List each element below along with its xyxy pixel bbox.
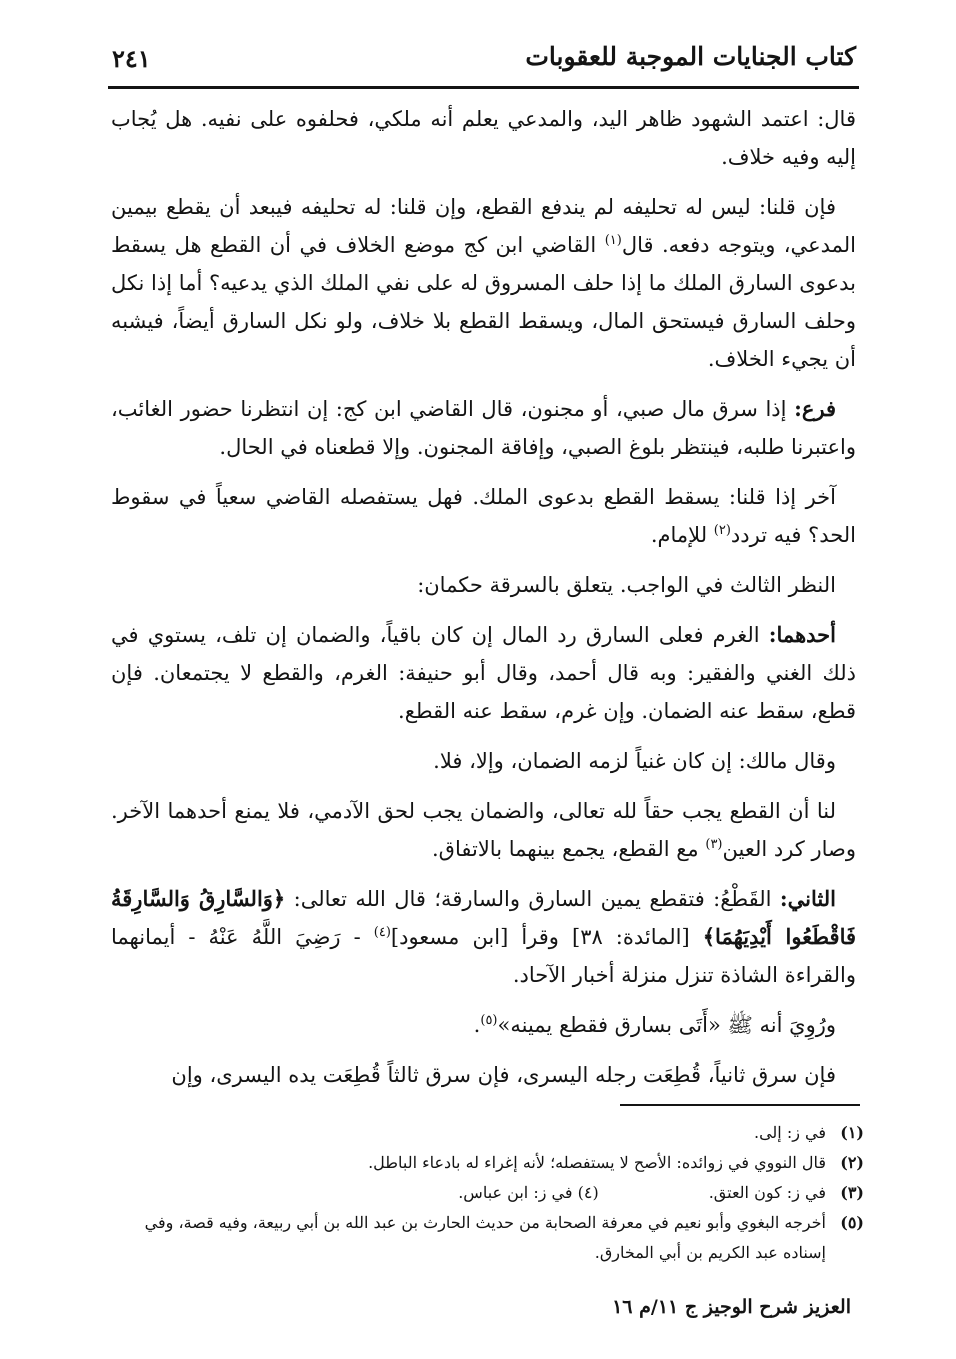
paragraph-4 (111, 478, 856, 554)
footnote-2-number: (٢) (840, 1153, 864, 1172)
footnote-2 (104, 1148, 864, 1178)
paragraph-2-text-b: القاضي ابن كج موضع الخلاف في أن القطع هل يسقط بدعوى السارق الملك ما إذا حلف المسروق له على نفي الملك الذي يدعيه؟ أما إذا نكل وحلف السارق فيستحق المال، ويسقط القطع بلا خلاف، ولو نكل السارق أيضاً، فيشبه أن يجيء الخلاف. (111, 233, 856, 371)
page-footer: العزيز شرح الوجيز ج ١١/م ١٦ (612, 1296, 851, 1318)
footnote-5 (104, 1208, 864, 1268)
footnote-ref-2[interactable]: (٢) (713, 523, 731, 538)
header-divider (108, 86, 859, 89)
footnote-ref-3[interactable]: (٣) (705, 837, 723, 852)
running-header-title: كتاب الجنايات الموجبة للعقوبات (525, 42, 856, 71)
paragraph-11 (111, 1056, 856, 1094)
footnote-3-4 (104, 1178, 864, 1208)
paragraph-11-text: فإن سرق ثانياً، قُطِعَت رجله اليسرى، فإن سرق ثالثاً قُطِعَت يده اليسرى، وإن (171, 1063, 836, 1087)
footnote-ref-1[interactable]: (١) (604, 233, 622, 248)
paragraph-9-text-c: - رَضِيَ اللَّهُ عَنْهُ - أيمانهما والقراءة الشاذة تنزل منزلة أخبار الآحاد. (111, 925, 856, 987)
paragraph-7-text: وقال مالك: إن كان غنياً لزمه الضمان، وإلا، فلا. (433, 749, 836, 773)
footnote-1 (104, 1118, 864, 1148)
main-text (111, 100, 856, 1106)
paragraph-10-text-a: ورُوِيَ أنه ﷺ «أَتَى بسارق فقطع يمينه» (497, 1013, 836, 1037)
paragraph-5-text: النظر الثالث في الواجب. يتعلق بالسرقة حكمان: (417, 573, 836, 597)
footnote-1-text: في ز: إلى. (753, 1123, 826, 1142)
paragraph-10-text-b: . (473, 1013, 481, 1037)
paragraph-3-lead: فرع: (794, 396, 836, 421)
paragraph-8-text-b: مع القطع، يجمع بينهما بالاتفاق. (432, 837, 706, 861)
footnote-ref-4[interactable]: (٤) (373, 925, 391, 940)
page-number: ٢٤١ (112, 44, 151, 73)
paragraph-9-text-a: القَطْعُ: فتقطع يمين السارق والسارقة؛ قال الله تعالى: (285, 887, 780, 911)
footnote-1-number: (١) (840, 1123, 864, 1142)
paragraph-8-text-a: لنا أن القطع يجب حقاً لله تعالى، والضمان يجب لحق الآدمي، فلا يمنع أحدهما الآخر. وصار كرد العين (111, 799, 856, 861)
paragraph-8 (111, 792, 856, 868)
footnote-5-text: أخرجه البغوي وأبو نعيم في معرفة الصحابة من حديث الحارث بن عبد الله بن أبي ربيعة، وفيه قصة، وفي إسناده عبد الكريم بن أبي المخارق. (144, 1213, 826, 1262)
paragraph-6 (111, 616, 856, 730)
paragraph-3 (111, 390, 856, 466)
paragraph-9-lead: الثاني: (779, 886, 836, 911)
footnote-ref-5[interactable]: (٥) (480, 1013, 498, 1028)
paragraph-2-text-a: فإن قلنا: ليس له تحليفه لم يندفع القطع، وإن قلنا: له تحليفه فيبعد أن يقطع بيمين المدعي، ويتوجه دفعه. قال (111, 195, 856, 257)
footnote-4-text: (٤) في ز: ابن عباس. (458, 1183, 599, 1202)
paragraph-1-text: قال: اعتمد الشهود ظاهر اليد، والمدعي يعلم أنه ملكي، فحلفوه على نفيه. هل يُجاب إليه وفيه خلاف. (111, 107, 856, 169)
paragraph-7 (111, 742, 856, 780)
paragraph-3-text: إذا سرق مال صبي، أو مجنون، قال القاضي ابن كج: إن انتظرنا حضور الغائب، واعتبرنا طلبه، فينتظر بلوغ الصبي، وإفاقة المجنون. وإلا قطعناه في الحال. (111, 397, 856, 459)
paragraph-4-text-a: آخر إذا قلنا: يسقط القطع بدعوى الملك. فهل يستفصله القاضي سعياً في سقوط الحد؟ فيه تردد (111, 485, 856, 547)
paragraph-4-text-b: للإمام. (650, 523, 714, 547)
paragraph-2 (111, 188, 856, 378)
paragraph-9-text-b: [المائدة: ٣٨] وقرأ [ابن مسعود] (390, 925, 703, 949)
footnotes (104, 1118, 864, 1268)
footnote-5-number: (٥) (840, 1213, 864, 1232)
paragraph-5 (111, 566, 856, 604)
footnote-3-text: في ز: كون العتق. (708, 1183, 826, 1202)
paragraph-6-text: الغرم فعلى السارق رد المال إن كان باقياً، والضمان إن تلف، يستوي في ذلك الغني والفقير: وبه قال أحمد، وقال أبو حنيفة: الغرم، والقطع لا يجتمعان. فإن قطع، سقط عنه الضمان. وإن غرم، سقط عنه القطع. (111, 623, 856, 723)
paragraph-6-lead: أحدهما: (768, 622, 836, 647)
paragraph-10 (111, 1006, 856, 1044)
footnote-2-text: قال النووي في زوائده: الأصح لا يستفصله؛ لأنه إغراء له بادعاء الباطل. (368, 1153, 826, 1172)
paragraph-1 (111, 100, 856, 176)
paragraph-9 (111, 880, 856, 994)
footnote-divider (620, 1104, 860, 1106)
footnote-3-number: (٣) (840, 1183, 864, 1202)
quran-verse: ﴿وَالسَّارِقُ وَالسَّارِقَةُ فَاقْطَعُوا أَيْدِيَهُمَا﴾ (111, 886, 857, 949)
